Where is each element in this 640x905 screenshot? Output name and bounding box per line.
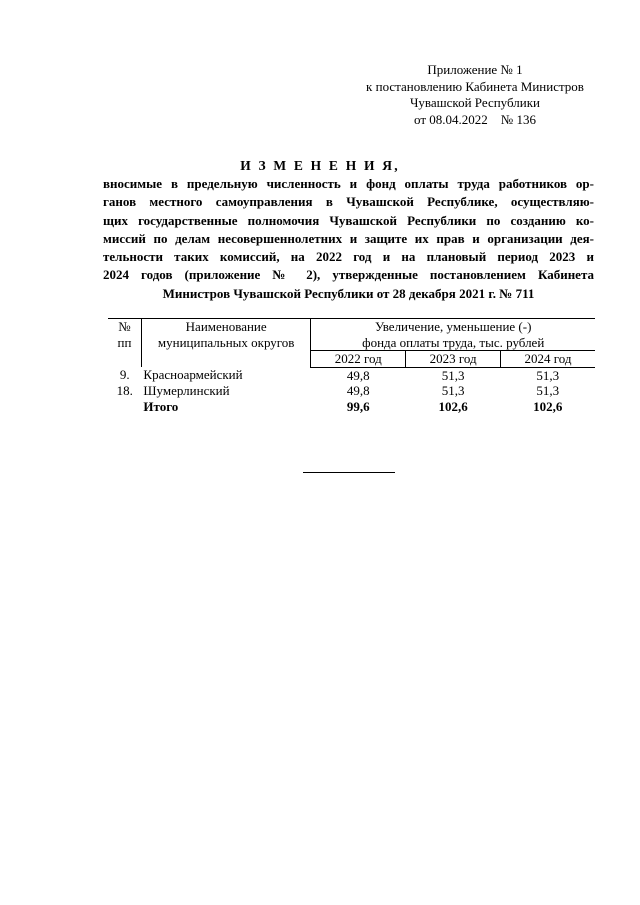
appendix-title: Приложение № 1	[427, 62, 523, 77]
appendix-date-number: от 08.04.2022 № 136	[414, 111, 536, 127]
row-value-2023: 51,3	[441, 367, 465, 383]
header-payroll-change: Увеличение, уменьшение (-) фонда оплаты труда, тыс. рублей	[311, 319, 595, 351]
subtitle-line: ганов местного самоуправления в Чувашской Республике, осуществляю-	[103, 194, 594, 210]
subtitle-line: миссий по делам несовершеннолетних и защите их прав и организации дея-	[103, 230, 594, 246]
header-number: № пп	[108, 319, 141, 368]
total-value-2022: 99,6	[346, 398, 370, 414]
row-value-2024: 51,3	[536, 367, 560, 383]
header-year-2022: 2022 год	[311, 351, 406, 368]
appendix-reference: к постановлению Кабинета Министров	[366, 78, 584, 94]
appendix-block	[340, 62, 610, 128]
row-value-2022: 49,8	[346, 367, 370, 383]
header-year-2023: 2023 год	[406, 351, 501, 368]
subtitle-line: Министров Чувашской Республики от 28 декабря 2021 г. № 711	[162, 285, 535, 301]
row-value-2022: 49,8	[346, 383, 370, 398]
subtitle-line: щих государственные полномочия Чувашской Республики по созданию ко-	[103, 212, 594, 228]
document-subtitle	[103, 175, 594, 303]
total-value-2024: 102,6	[533, 398, 563, 414]
row-number: 9.	[119, 367, 130, 383]
header-year-2024: 2024 год	[501, 351, 595, 368]
total-row	[108, 399, 595, 415]
appendix-republic: Чувашской Республики	[409, 95, 541, 110]
row-number: 18.	[116, 383, 133, 398]
total-label: Итого	[143, 398, 179, 414]
total-value-2023: 102,6	[438, 398, 468, 414]
table-row	[108, 367, 595, 383]
subtitle-line: вносимые в предельную численность и фонд оплаты труда работников ор-	[103, 176, 594, 191]
subtitle-line: 2024 годов (приложение № 2), утвержденные постановлением Кабинета	[103, 267, 594, 283]
changes-table	[108, 318, 595, 414]
row-municipality: Шумерлинский	[143, 383, 230, 398]
table-row	[108, 383, 595, 399]
row-value-2023: 51,3	[441, 383, 465, 398]
closing-divider	[303, 472, 395, 473]
row-value-2024: 51,3	[536, 383, 560, 398]
subtitle-line: тельности таких комиссий, на 2022 год и на плановый период 2023 и	[103, 249, 594, 265]
row-municipality: Красноармейский	[143, 367, 243, 383]
document-title: И З М Е Н Е Н И Я,	[240, 158, 400, 173]
header-municipality: Наименование муниципальных округов	[141, 319, 311, 368]
